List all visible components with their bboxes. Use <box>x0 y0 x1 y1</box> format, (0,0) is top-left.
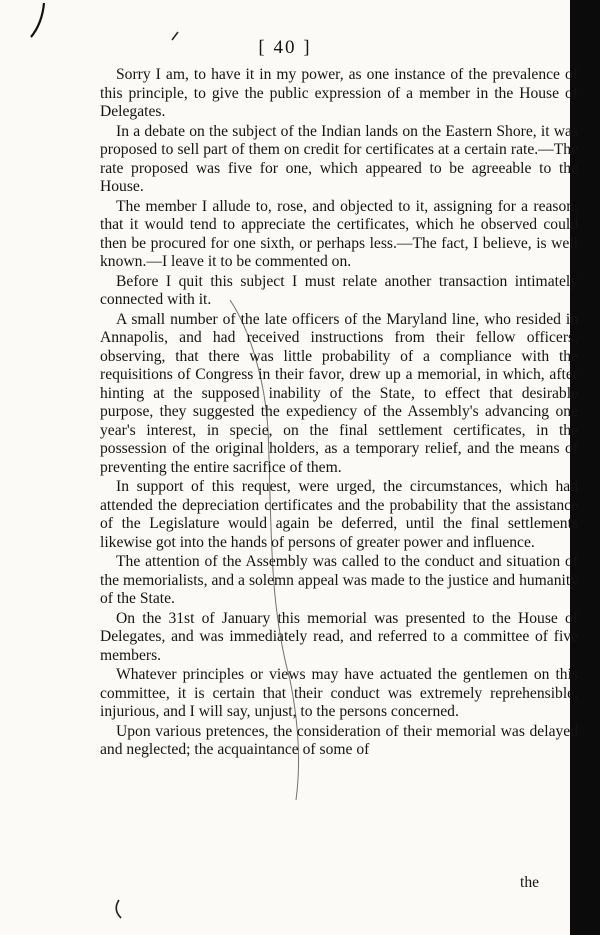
stray-ink-mark <box>28 2 50 40</box>
stray-ink-mark-bottom <box>112 898 124 920</box>
paragraph: On the 31st of January this memorial was presented to the House of Delegates, and was immediately read, and referred to a committee of five members. <box>100 609 578 664</box>
paragraph: The member I allude to, rose, and objected to it, assigning for a reason, that it would tend to appreciate the certificates, which he observed could then be procured for one sixth, or perhaps less.—The fact, I believe, is well known.—I leave it to be commented on. <box>100 197 578 270</box>
paragraph: Before I quit this subject I must relate another transaction intimately connected with it. <box>100 272 578 308</box>
paragraph: Upon various pretences, the consideration of their memorial was delayed and neglected; the acquaintance of some of <box>100 722 578 758</box>
paragraph: In support of this request, were urged, the circumstances, which had attended the depreciation certificates and the probability that the assistance of the Legislature would again be deferred, until the final settlements likewise got into the hands of persons of greater power and influence. <box>100 478 578 551</box>
paragraph: In a debate on the subject of the Indian lands on the Eastern Shore, it was proposed to sell part of them on credit for certificates at a certain rate.—The rate proposed was five for one, which appeared to be agreeable to the House. <box>100 122 578 195</box>
paragraph: Sorry I am, to have it in my power, as one instance of the prevalence of this principle, to give the public expression of a member in the House of Delegates. <box>100 66 578 120</box>
body-text <box>100 66 578 760</box>
page-number: [ 40 ] <box>258 37 312 58</box>
catchword: the <box>520 874 540 891</box>
paragraph: A small number of the late officers of the Maryland line, who resided in Annapolis, and had received instructions from their fellow officers, observing, that there was little probability of a compliance with the requisitions of Congress in their favor, drew up a memorial, in which, after hinting at the supposed inability of the State, to effect that desirable purpose, they suggested the expediency of the Assembly's advancing one year's interest, in specie, on the final settlement certificates, in the possession of the original holders, as a temporary relief, and the means of preventing the entire sacrifice of them. <box>100 310 578 476</box>
paragraph: The attention of the Assembly was called to the conduct and situation of the memorialists, and a solemn appeal was made to the justice and humanity of the State. <box>100 553 578 607</box>
paragraph: Whatever principles or views may have actuated the gentlemen on this committee, it is certain that their conduct was extremely reprehensible, injurious, and I will say, unjust, to the persons concerned. <box>100 666 578 720</box>
